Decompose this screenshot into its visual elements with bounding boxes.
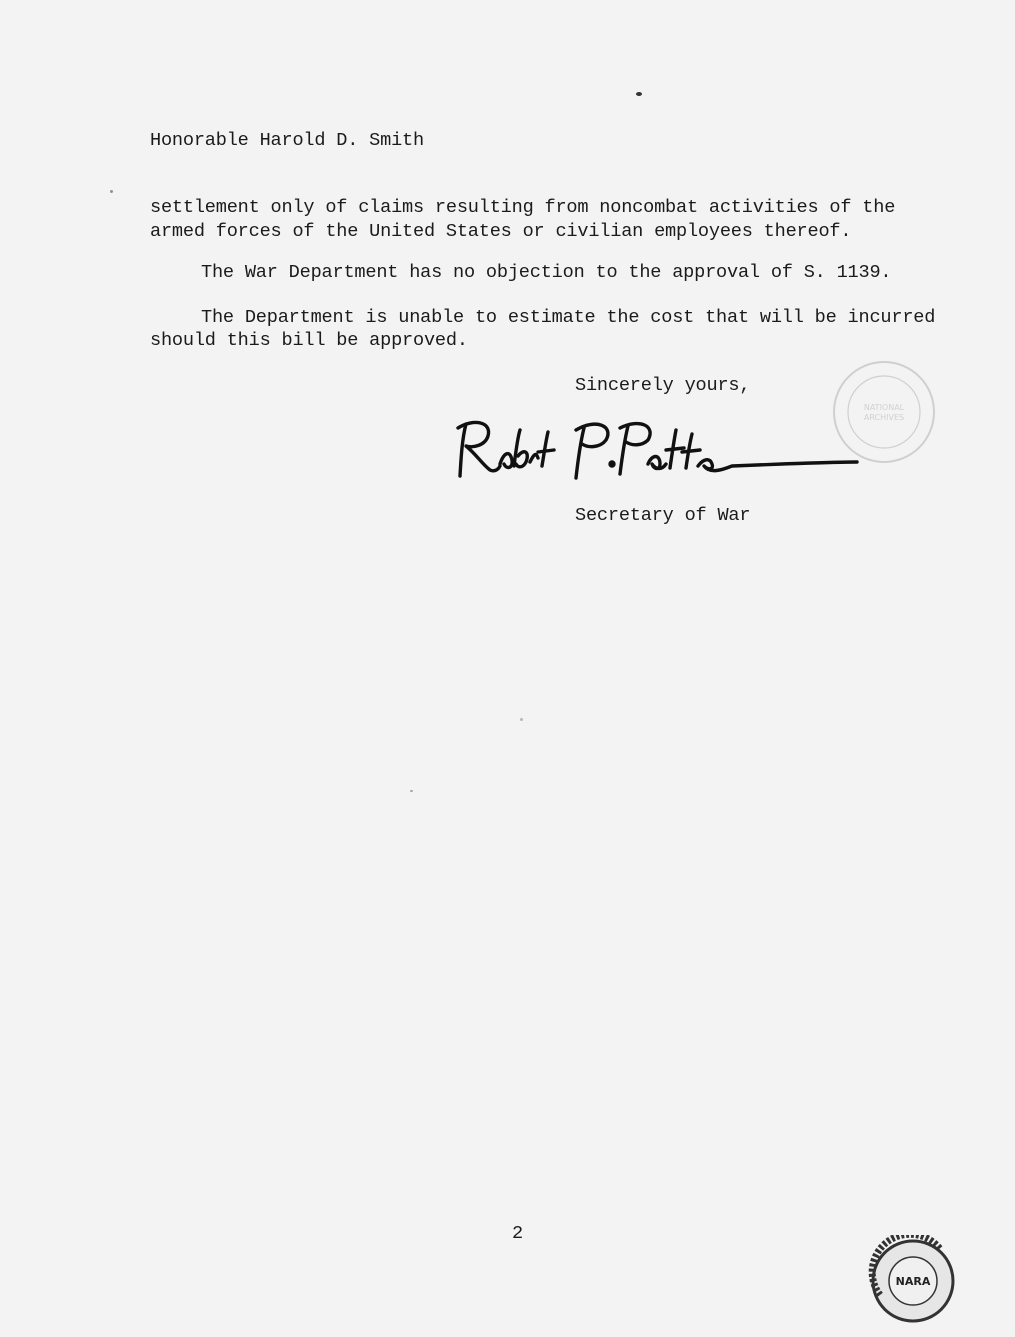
svg-text:NARA: NARA <box>895 1275 931 1288</box>
svg-text:ARCHIVES: ARCHIVES <box>863 413 905 422</box>
signer-title: Secretary of War <box>575 505 751 526</box>
paragraph-2: The War Department has no objection to the approval of S. 1139. <box>201 262 892 283</box>
archive-stamp-bottom <box>868 1235 958 1327</box>
addressee-line: Honorable Harold D. Smith <box>150 130 424 151</box>
paper-speck <box>410 790 413 792</box>
paper-speck <box>636 92 642 96</box>
svg-text:NATIONAL: NATIONAL <box>863 403 905 412</box>
paper-speck <box>520 718 523 721</box>
closing: Sincerely yours, <box>575 375 751 396</box>
paragraph-3-line-2: should this bill be approved. <box>150 330 468 351</box>
archive-stamp-top <box>812 360 957 465</box>
paragraph-1-line-1: settlement only of claims resulting from noncombat activities of the <box>150 197 896 218</box>
handwritten-signature <box>452 414 872 484</box>
paper-speck <box>110 190 113 193</box>
paragraph-1 <box>150 196 895 244</box>
paragraph-1-line-2: armed forces of the United States or civilian employees thereof. <box>150 221 852 242</box>
paragraph-3-line-1: The Department is unable to estimate the cost that will be incurred <box>201 307 936 328</box>
page-number: 2 <box>512 1223 523 1244</box>
